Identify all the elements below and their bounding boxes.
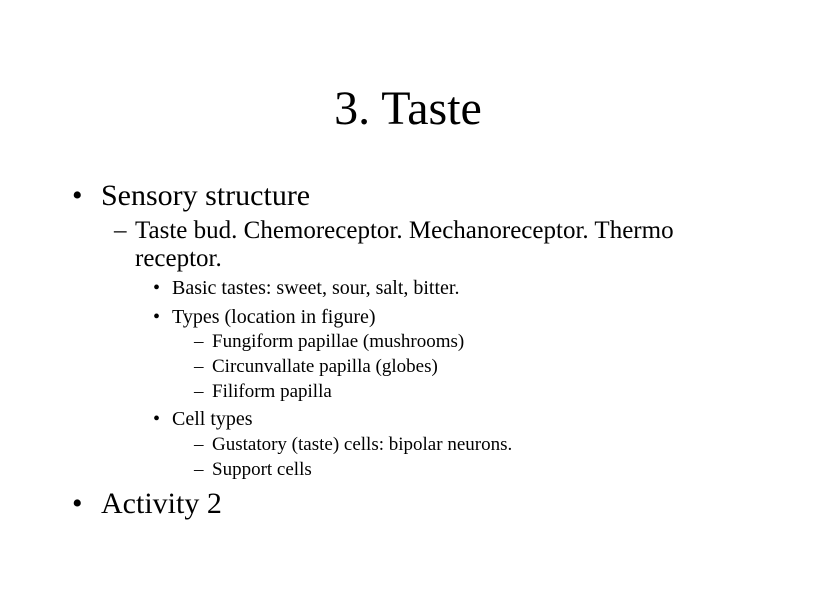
bullet-icon: • xyxy=(153,277,161,299)
bullet-icon: • xyxy=(72,487,83,520)
bullet-icon: • xyxy=(72,179,83,212)
dash-icon: – xyxy=(194,331,204,352)
bullet-icon: • xyxy=(153,408,161,430)
taste-bud-line-1: Taste bud. Chemoreceptor. Mechanoreceptor. Thermo xyxy=(135,217,674,244)
basic-tastes: Basic tastes: sweet, sour, salt, bitter. xyxy=(172,277,460,299)
taste-bud-line-2: receptor. xyxy=(135,245,222,272)
slide-title: 3. Taste xyxy=(334,82,482,135)
list-item: Fungiform papillae (mushrooms) xyxy=(212,331,465,352)
bullet-activity: Activity 2 xyxy=(101,487,222,520)
dash-icon: – xyxy=(194,459,204,480)
types: Types (location in figure) xyxy=(172,306,376,328)
bullet-icon: • xyxy=(153,306,161,328)
dash-icon: – xyxy=(194,381,204,402)
list-item: Gustatory (taste) cells: bipolar neurons. xyxy=(212,434,513,455)
dash-icon: – xyxy=(194,356,204,377)
dash-icon: – xyxy=(114,217,127,244)
cell-types: Cell types xyxy=(172,408,253,430)
list-item: Filiform papilla xyxy=(212,381,332,402)
dash-icon: – xyxy=(194,434,204,455)
list-item: Circunvallate papilla (globes) xyxy=(212,356,438,377)
list-item: Support cells xyxy=(212,459,312,480)
bullet-sensory-structure: Sensory structure xyxy=(101,179,311,212)
